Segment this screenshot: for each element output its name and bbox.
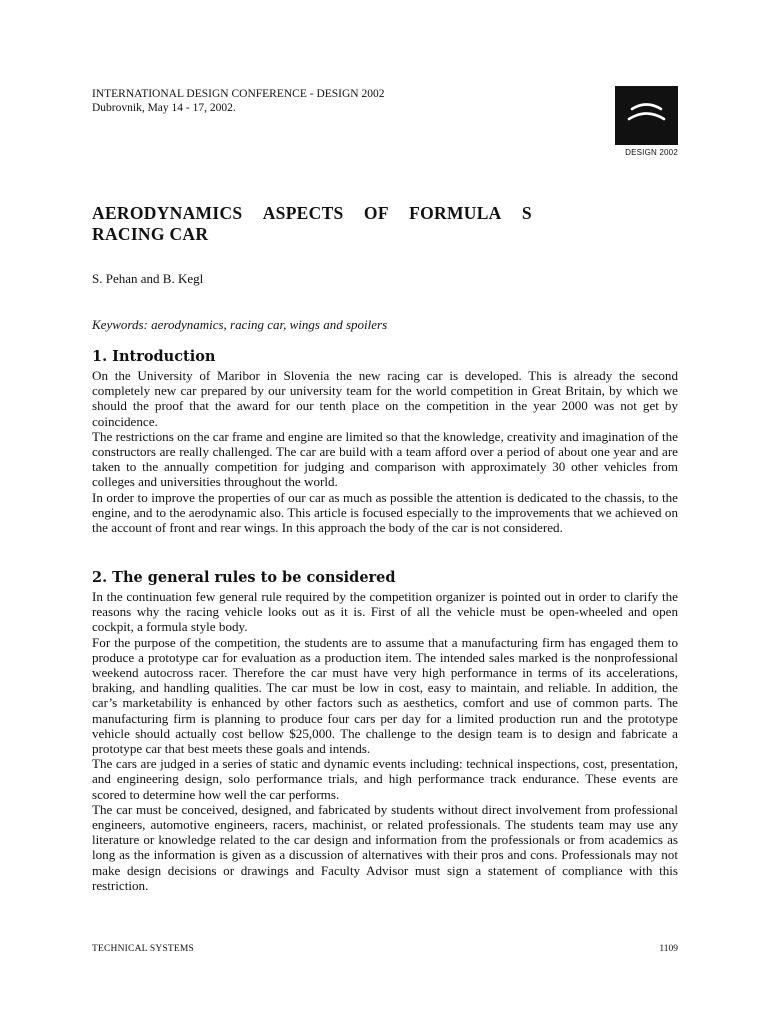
paragraph: The car must be conceived, designed, and fabricated by students without direct involvement from professional engineers, automotive engineers, racers, machinist, or related professionals. The students team may use any literature or knowledge related to the car design and information from the professionals or from academics as long as the information is given as a discussion of alternatives with their pros and cons. Professionals may not make design decisions or drawings and Faculty Advisor must sign a statement of compliance with this restriction. xyxy=(92,801,678,893)
conference-name: INTERNATIONAL DESIGN CONFERENCE - DESIGN 2002 xyxy=(92,88,385,100)
paragraph: In the continuation few general rule required by the competition organizer is pointed out in order to clarify the reasons why the racing vehicle looks out as it is. First of all the vehicle must be open-wheeled and open cockpit, a formula style body. xyxy=(92,589,678,635)
paragraph: For the purpose of the competition, the students are to assume that a manufacturing firm has engaged them to produce a prototype car for evaluation as a production item. The intended sales marked is the nonprofessional weekend autocross racer. Therefore the car must have very high performance in terms of its accelerations, braking, and handling qualities. The car must be low in cost, easy to maintain, and reliable. In addition, the car’s marketability is enhanced by other factors such as aesthetics, comfort and use of common parts. The manufacturing firm is planning to produce four cars per day for a limited production run and the prototype vehicle should actually cost bellow $25,000. The challenge to the design team is to design and fabricate a prototype car that best meets these goals and intends. xyxy=(92,634,678,757)
section-body-introduction xyxy=(92,368,678,535)
title-word: ASPECTS xyxy=(262,203,344,223)
title-word: OF xyxy=(363,203,389,223)
paragraph: The cars are judged in a series of static and dynamic events including: technical inspections, cost, presentation, and engineering design, solo performance trials, and high performance track endurance. These events are scored to determine how well the car performs. xyxy=(92,756,678,802)
footer-section-name: TECHNICAL SYSTEMS xyxy=(92,944,195,954)
title-line-2: RACING CAR xyxy=(92,224,209,244)
design-2002-logo xyxy=(615,86,678,145)
paragraph: The restrictions on the car frame and engine are limited so that the knowledge, creativity and imagination of the constructors are really challenged. The car are build with a team afford over a period of about one year and are taken to the annually competition for judging and comparison with approximately 30 other vehicles from colleges and universities throughout the world. xyxy=(92,428,678,490)
paragraph: In order to improve the properties of our car as much as possible the attention is dedicated to the chassis, to the engine, and to the aerodynamic also. This article is focused especially to the improvements that we achieved on the account of front and rear wings. In this approach the body of the car is not considered. xyxy=(92,489,678,536)
title-word: AERODYNAMICS xyxy=(92,203,243,223)
title-word: FORMULA xyxy=(409,203,502,223)
conference-header xyxy=(92,87,385,115)
logo-caption: DESIGN 2002 xyxy=(625,148,678,157)
title-line-1 xyxy=(92,203,532,224)
keywords: Keywords: aerodynamics, racing car, wings and spoilers xyxy=(92,317,388,332)
paper-title xyxy=(92,203,532,245)
authors: S. Pehan and B. Kegl xyxy=(92,271,204,286)
section-body-general-rules xyxy=(92,589,678,893)
paragraph: On the University of Maribor in Slovenia the new racing car is developed. This is already the second completely new car prepared by our university team for the world competition in Great Britain, by which we should the proof that the award for our tenth place on the competition in the year 2000 was not get by coincidence. xyxy=(92,368,678,429)
design-2002-arch-icon xyxy=(615,86,678,145)
title-word: S xyxy=(521,203,532,223)
section-heading-general-rules: 2. The general rules to be considered xyxy=(92,569,396,586)
page-number: 1109 xyxy=(659,944,678,954)
conference-location-date: Dubrovnik, May 14 - 17, 2002. xyxy=(92,102,236,114)
section-heading-introduction: 1. Introduction xyxy=(92,348,216,365)
